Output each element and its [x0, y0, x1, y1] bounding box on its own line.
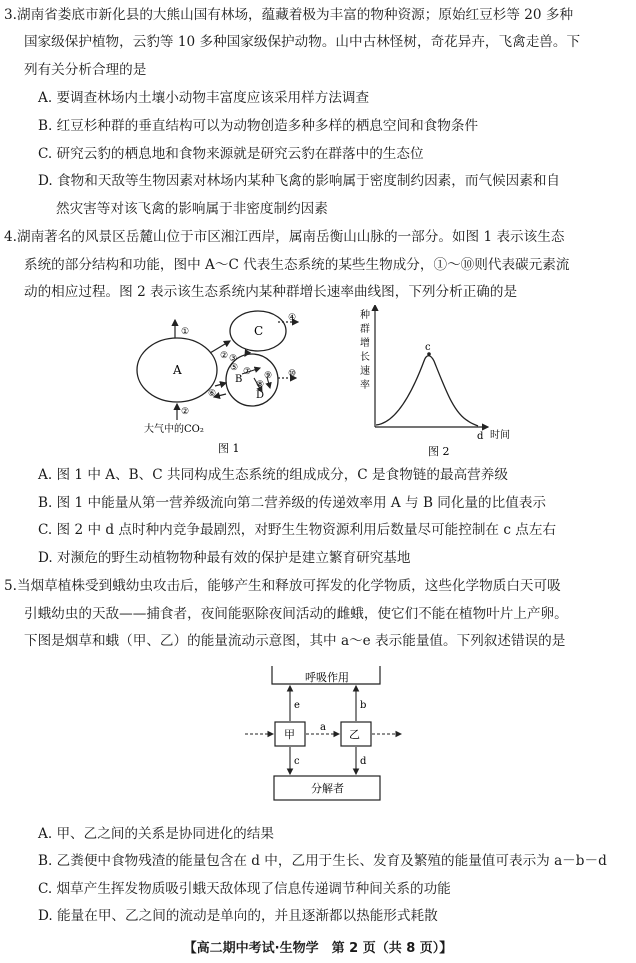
label-a: a [320, 722, 326, 733]
q4-stem-line-3: 动的相应过程。图 2 表示该生态系统内某种群增长速率曲线图，下列分析正确的是 [24, 284, 518, 300]
label-co2-arrow: ② [181, 407, 190, 417]
energy-flow-diagram [245, 662, 405, 804]
label-6: ⑥ [208, 389, 217, 399]
svg-text:速: 速 [360, 366, 370, 377]
label-8: ⑧ [256, 380, 265, 390]
point-c-label: c [425, 342, 431, 353]
point-d-label: d [477, 431, 484, 442]
q3-option-b: B. 红豆杉种群的垂直结构可以为动物创造多种多样的栖息空间和食物条件 [38, 118, 479, 134]
node-b-label: B [235, 374, 243, 385]
svg-text:率: 率 [360, 380, 370, 391]
co2-label: 大气中的CO₂ [144, 424, 204, 435]
q3-option-c: C. 研究云豹的栖息地和食物来源就是研究云豹在群落中的生态位 [38, 146, 424, 162]
respiration-label: 呼吸作用 [305, 671, 349, 684]
yi-label: 乙 [349, 728, 360, 741]
svg-text:群: 群 [360, 324, 370, 335]
label-b: b [360, 700, 367, 711]
svg-text:长: 长 [360, 352, 370, 363]
node-c-label: C [254, 324, 264, 338]
q3-option-d-cont: 然灾害等对该飞禽的影响属于非密度制约因素 [56, 201, 328, 217]
page-footer: 【高二期中考试·生物学 第 2 页（共 8 页）】 [183, 941, 453, 956]
node-a-label: A [173, 363, 182, 377]
label-d: d [360, 756, 367, 767]
q5-stem-line-2: 引蛾幼虫的天敌——捕食者，夜间能驱除夜间活动的雌蛾，使它们不能在植物叶片上产卵。 [24, 606, 568, 622]
q5-option-b: B. 乙粪便中食物残渣的能量包含在 d 中，乙用于生长、发育及繁殖的能量值可表示为 a－b－d [38, 853, 607, 869]
label-e: e [294, 700, 300, 711]
figure-1-carbon-cycle [130, 298, 320, 462]
q4-stem-line-1: 4.湖南著名的风景区岳麓山位于市区湘江西岸，属南岳衡山山脉的一部分。如图 1 表示该生态 [4, 229, 565, 245]
x-axis-label: 时间 [490, 430, 510, 441]
q3-stem-line-2: 国家级保护植物，云豹等 10 多种国家级保护动物。山中古林怪树，奇花异卉，飞禽走兽。下 [24, 34, 581, 50]
q4-option-a: A. 图 1 中 A、B、C 共同构成生态系统的组成成分，C 是食物链的最高营养级 [38, 467, 508, 483]
q3-stem-line-3: 列有关分析合理的是 [24, 62, 147, 78]
q4-option-c: C. 图 2 中 d 点时种内竞争最剧烈，对野生生物资源利用后数量尽可能控制在 c 点左右 [38, 522, 557, 538]
figure-2-caption: 图 2 [428, 445, 450, 458]
q3-stem-line-1: 3.湖南省娄底市新化县的大熊山国有林场，蕴藏着极为丰富的物种资源；原始红豆杉等 20 多种 [4, 7, 574, 23]
label-5: ⑤ [230, 363, 239, 373]
arrow-5 [215, 383, 226, 386]
label-c: c [294, 756, 300, 767]
q5-option-a: A. 甲、乙之间的关系是协同进化的结果 [38, 826, 274, 842]
q3-option-d: D. 食物和天敌等生物因素对林场内某种飞禽的影响属于密度制约因素，而气候因素和自 [38, 173, 561, 189]
growth-rate-curve [376, 356, 478, 426]
q3-option-a: A. 要调查林场内土壤小动物丰富度应该采用样方法调查 [38, 90, 370, 106]
figure-1-caption: 图 1 [218, 442, 240, 455]
label-3: ③ [229, 354, 238, 364]
node-d-label: D [256, 390, 265, 401]
y-axis-label [360, 308, 370, 391]
jia-label: 甲 [284, 728, 295, 741]
svg-text:增: 增 [360, 338, 370, 349]
figure-2-growth-rate-curve [360, 305, 520, 460]
q4-option-b: B. 图 1 中能量从第一营养级流向第二营养级的传递效率用 A 与 B 同化量的比值表示 [38, 495, 547, 511]
label-4: ④ [288, 313, 297, 323]
q4-stem-line-2: 系统的部分结构和功能，图中 A～C 代表生态系统的某些生物成分，①～⑩则代表碳元素流 [24, 257, 570, 273]
decomposer-label: 分解者 [311, 782, 344, 795]
q5-option-c: C. 烟草产生挥发物质吸引蛾天敌体现了信息传递调节种间关系的功能 [38, 881, 451, 897]
q4-option-d: D. 对濒危的野生动植物物种最有效的保护是建立繁育研究基地 [38, 550, 411, 566]
label-9: ⑨ [264, 371, 273, 381]
label-2: ② [220, 351, 229, 361]
q5-option-d: D. 能量在甲、乙之间的流动是单向的，并且逐渐都以热能形式耗散 [38, 908, 438, 924]
label-7: ⑦ [243, 367, 252, 377]
svg-text:种: 种 [360, 310, 370, 321]
label-1: ① [181, 327, 190, 337]
q5-stem-line-1: 5.当烟草植株受到蛾幼虫攻击后，能够产生和释放可挥发的化学物质，这些化学物质白天可吸 [4, 578, 561, 594]
q5-stem-line-3: 下图是烟草和蛾（甲、乙）的能量流动示意图，其中 a～e 表示能量值。下列叙述错误的是 [24, 633, 566, 649]
label-10: ⑩ [288, 369, 297, 379]
